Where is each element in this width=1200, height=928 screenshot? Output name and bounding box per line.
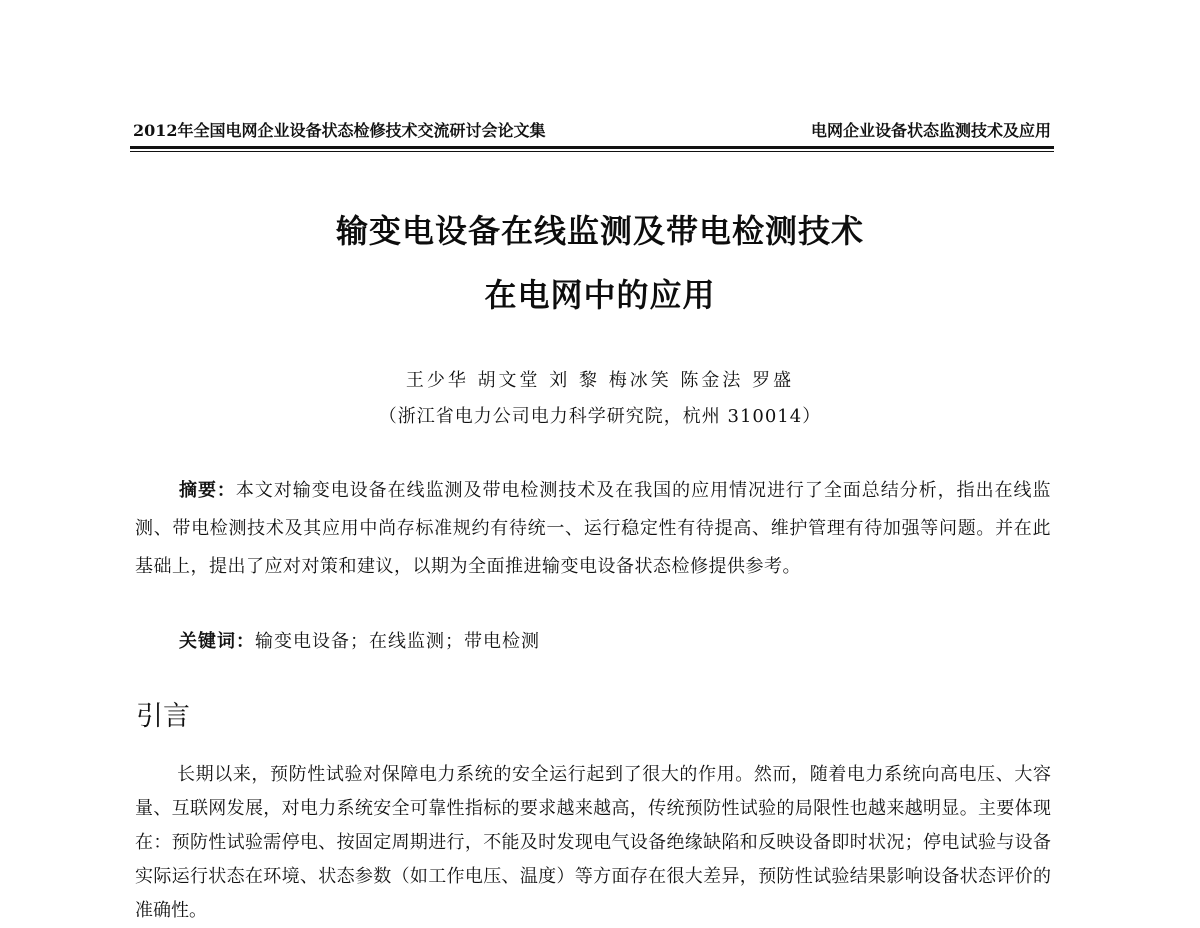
paper-title-line-1: 输变电设备在线监测及带电检测技术	[335, 212, 864, 250]
introduction-body: 长期以来，预防性试验对保障电力系统的安全运行起到了很大的作用。然而，随着电力系统向高电压、大容量、互联网发展，对电力系统安全可靠性指标的要求越来越高，传统预防性试验的局限性也越来越明显。主要体现在：预防性试验需停电、按固定周期进行，不能及时发现电气设备绝缘缺陷和反映设备即时状况；停电试验与设备实际运行状态在环境、状态参数（如工作电压、温度）等方面存在很大差异，预防性试验结果影响设备状态评价的准确性。	[135, 764, 1051, 921]
running-header	[133, 118, 1051, 144]
author-list: 王少华 胡文堂 刘 黎 梅冰笑 陈金法 罗盛	[405, 370, 795, 391]
keywords	[179, 627, 540, 653]
header-rule-thin	[130, 151, 1054, 152]
abstract-label: 摘要：	[179, 480, 236, 501]
paper-title-line-2: 在电网中的应用	[484, 276, 716, 314]
header-proceedings-title: 2012年全国电网企业设备状态检修技术交流研讨会论文集	[133, 121, 546, 140]
header-rule-thick	[130, 146, 1054, 149]
keywords-text: 输变电设备；在线监测；带电检测	[255, 631, 540, 652]
abstract	[135, 472, 1051, 586]
abstract-text: 本文对输变电设备在线监测及带电检测技术及在我国的应用情况进行了全面总结分析，指出在线监测、带电检测技术及其应用中尚存标准规约有待统一、运行稳定性有待提高、维护管理有待加强等问题。并在此基础上，提出了应对对策和建议，以期为全面推进输变电设备状态检修提供参考。	[135, 480, 1052, 577]
author-affiliation: （浙江省电力公司电力科学研究院，杭州 310014）	[378, 406, 822, 427]
keywords-label: 关键词：	[179, 631, 255, 652]
header-section-title: 电网企业设备状态监测技术及应用	[810, 121, 1051, 140]
section-heading-introduction: 引言	[136, 701, 190, 732]
